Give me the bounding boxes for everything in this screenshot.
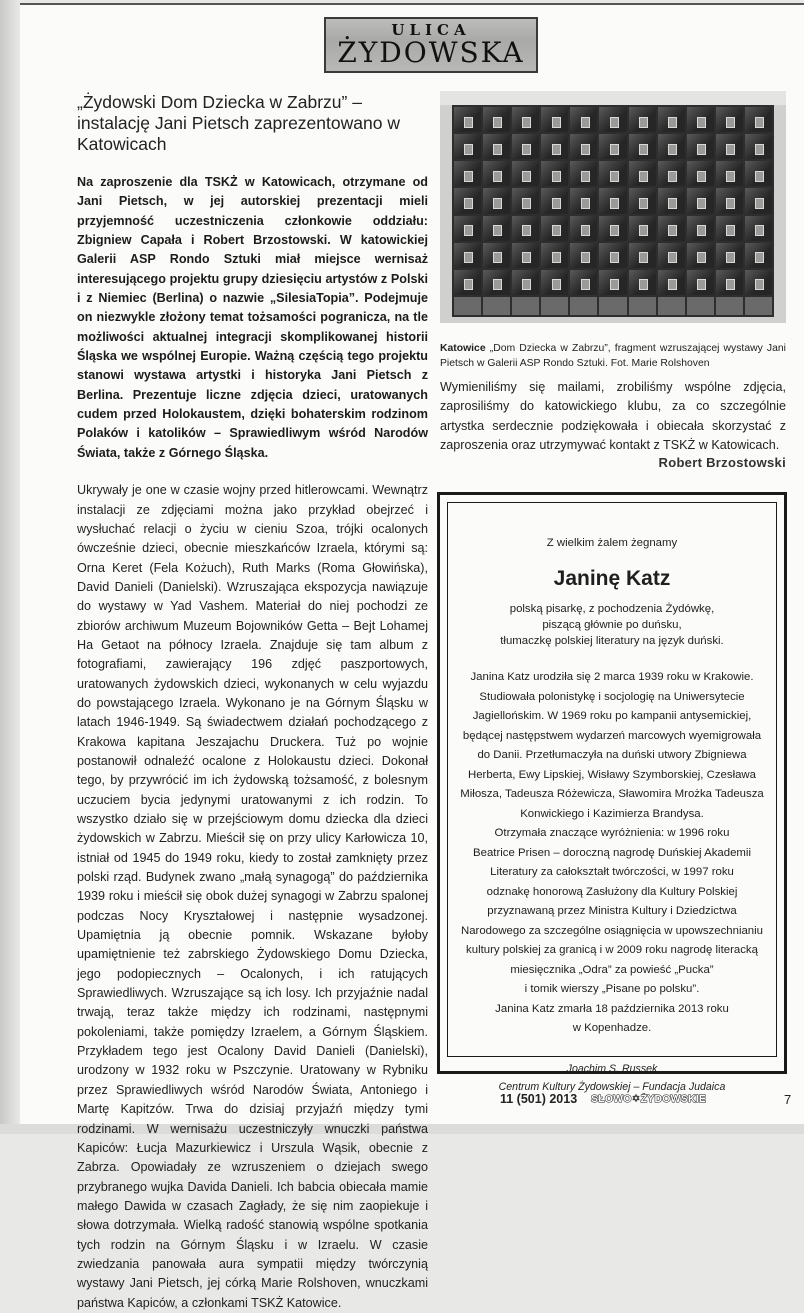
shelf-cell-photo [512,270,539,295]
section-header-street-sign [324,17,538,73]
obituary-description [448,601,776,649]
shelf-cell-photo [687,107,714,132]
shelf-base [541,297,568,315]
article-lead: Na zaproszenie dla TSKŻ w Katowicach, otrzymane od Jani Pietsch, w jej autorskiej prezentacji mieli przyjemność uczestniczenia członkowie oddziału: Zbigniew Capała i Robert Brzostowski. W katowickiej Galerii ASP Rondo Sztuki miał miejsce wernisaż interesującego projektu grupy dziesięciu artystów z Polski i z Niemiec (Berlina) o nazwie „SilesiaTopia”. Podejmuje on niezwykle złożony temat tożsamości pogranicza, na tle możliwości aktualnej integracji skomplikowanej historii Śląska we wspólnej Europie. Ważną częścią tego projektu stanowi wystawa artystki i historyka Jani Pietsch z Berlina. Prezentuje liczne zdjęcia dzieci, uratowanych cudem przed Holokaustem, dzięki bohaterskim rodzinom Polaków i katolików – Sprawiedliwym wśród Narodów Świata, także z Górnego Śląska. [77,175,428,460]
photo-caption [440,342,786,371]
shelf-cell-photo [658,243,685,268]
shelf-cell-photo [483,216,510,241]
shelf-cell-photo [629,107,656,132]
obituary-intro: Z wielkim żalem żegnamy [546,537,678,549]
shelf-cell-photo [599,161,626,186]
shelf-cell-photo [512,243,539,268]
shelf-base [512,297,539,315]
shelf-cell-photo [570,188,597,213]
shelf-base [716,297,743,315]
bio-line: odznakę honorową Zasłużony dla Kultury Polskiej [486,885,738,898]
caption-location: Katowice [440,343,486,354]
obituary-desc-line: polską pisarkę, z pochodzenia Żydówkę, [509,603,715,616]
shelf-cell-photo [658,134,685,159]
shelf-cell-photo [658,107,685,132]
shelf-cell-photo [570,107,597,132]
bio-line: Otrzymała znaczące wyróżnienia: w 1996 roku [494,827,730,840]
shelf-base [599,297,626,315]
bio-line: Miłosza, Tadeusza Różewicza, Sławomira Mrożka Tadeusza [460,788,764,801]
sign-line-2: ŻYDOWSKA [337,36,525,69]
shelf-cell-photo [483,161,510,186]
shelf-cell-photo [570,243,597,268]
magazine-logo [591,1093,706,1105]
shelf-cell-photo [658,188,685,213]
shelf-cell-photo [658,161,685,186]
shelf-cell-photo [570,134,597,159]
shelf-cell-photo [541,134,568,159]
bio-line: Studiowała polonistykę i socjologię na Uniwersytecie [479,690,745,703]
shelf-cell-photo [716,107,743,132]
shelf-cell-photo [454,243,481,268]
article-left-column [77,92,428,1313]
bio-line: Jagiellońskim. W 1969 roku po kampanii antysemickiej, [472,710,752,723]
photo-shelf-installation [452,105,774,317]
bio-line: kultury polskiej za granicą i w 2009 roku nagrodę literacką [466,944,758,957]
shelf-cell-photo [599,243,626,268]
bio-line: miesięcznika „Odra” za powieść „Pucka” [510,963,714,976]
exhibition-photo [440,91,786,323]
shelf-cell-photo [454,161,481,186]
shelf-base [687,297,714,315]
star-of-david-icon: ✡ [631,1093,641,1105]
bio-line: i tomik wierszy „Pisane po polsku”. [524,983,700,996]
shelf-base [570,297,597,315]
shelf-cell-photo [483,134,510,159]
shelf-cell-photo [716,270,743,295]
shelf-cell-photo [454,216,481,241]
shelf-cell-photo [512,188,539,213]
shelf-cell-photo [570,161,597,186]
bio-line: przyznawaną przez Ministra Kultury i Dziedzictwa [487,905,737,918]
photo-wall [440,91,786,105]
shelf-cell-photo [512,216,539,241]
obituary-inner-frame [447,502,777,1093]
shelf-cell-photo [629,216,656,241]
shelf-cell-photo [541,243,568,268]
shelf-cell-photo [599,107,626,132]
shelf-cell-photo [541,188,568,213]
shelf-cell-photo [687,216,714,241]
shelf-cell-photo [716,161,743,186]
caption-text: „Dom Dziecka w Zabrzu”, fragment wzruszającej wystawy Jani Pietsch w Galerii ASP Rondo Sztuki. Fot. Marie Rolshoven [440,343,786,369]
shelf-cell-photo [687,161,714,186]
bio-line: Literatury za całokształt twórczości, w 1997 roku [490,866,734,879]
obituary-biography [448,668,776,1039]
shelf-base [745,297,772,315]
shelf-cell-photo [687,270,714,295]
shelf-cell-photo [512,161,539,186]
shelf-cell-photo [599,270,626,295]
shelf-base [629,297,656,315]
bio-line: Narodowego za szczególne osiągnięcia w upowszechnianiu [460,924,764,937]
article-continuation: Wymieniliśmy się mailami, zrobiliśmy wspólne zdjęcia, zaprosiliśmy do katowickiego klubu, za co szczególnie artystka serdecznie podziękowała i obiecała skorzystać z zaproszenia oraz utrzymywać kontakt z TSKŻ w Katowicach. [440,380,786,453]
shelf-cell-photo [629,161,656,186]
shelf-cell-photo [629,270,656,295]
logo-text-left: SŁOWO [591,1093,632,1105]
shelf-cell-photo [658,216,685,241]
bio-line: będącej następstwem wydarzeń marcowych wyemigrowała [462,729,762,742]
shelf-cell-photo [745,161,772,186]
shelf-cell-photo [745,216,772,241]
shelf-cell-photo [716,134,743,159]
shelf-cell-photo [716,243,743,268]
bio-line: Janina Katz zmarła 18 października 2013 roku [495,1002,729,1015]
shelf-cell-photo [454,270,481,295]
logo-text-right: ŻYDOWSKIE [640,1093,707,1105]
page-gutter-shadow [0,0,20,1134]
shelf-cell-photo [541,270,568,295]
shelf-cell-photo [687,188,714,213]
shelf-cell-photo [599,188,626,213]
shelf-cell-photo [541,216,568,241]
obituary-desc-line: piszącą głównie po duńsku, [542,619,682,632]
obituary-name: Janinę Katz [553,567,671,591]
shelf-cell-photo [629,134,656,159]
bio-line: do Danii. Przetłumaczyła na duński utwory Zbigniewa [477,749,747,762]
obituary-desc-line: tłumaczkę polskiej literatury na język duński. [500,635,724,648]
obituary-box [437,492,787,1093]
shelf-cell-photo [483,243,510,268]
article-author: Robert Brzostowski [658,455,786,470]
shelf-cell-photo [483,270,510,295]
shelf-cell-photo [687,134,714,159]
shelf-base [658,297,685,315]
shelf-cell-photo [512,134,539,159]
bio-line: Beatrice Prisen – doroczną nagrodę Duńskiej Akademii [473,846,751,859]
shelf-cell-photo [745,107,772,132]
obituary-signature [448,1060,776,1096]
issue-number: 11 (501) 2013 [500,1092,578,1106]
shelf-cell-photo [454,134,481,159]
shelf-cell-photo [716,216,743,241]
shelf-cell-photo [541,161,568,186]
shelf-cell-photo [716,188,743,213]
page-number: 7 [784,1092,792,1107]
shelf-cell-photo [483,107,510,132]
article-body: Ukrywały je one w czasie wojny przed hitlerowcami. Wewnątrz instalacji ze zdjęciami można jako przykład obejrzeć i wysłuchać relacji o życiu w cieniu Szoa, trójki ocalonych ówcześnie dzieci, obecnie mieszkańców Izraela, którymi są: Orna Keret (Fela Kożuch), Ruth Marks (Roma Głowińska), David Danieli (Danielski). Wzruszająca ekspozycja nawiązuje do wystawy w Yad Vashem. Materiał do niej pochodzi ze zbiorów archiwum Muzeum Bojowników Getta – Bejt Lohamej Ha Getaot na północy Izraela. Znajduje się tam album z fotografiami, zawierający 196 zdjęć paszportowych, uratowanych żydowskich dzieci, wykonanych w celu wyjazdu do powstającego Izraela. Wykonano je na Górnym Śląsku w latach 1946-1949. Są świadectwem działań pochodzącego z Krakowa kapitana Jeszajachu Druckera. Tuż po wojnie postanowił odnaleźć ocalone z Holokaustu dzieci. Dokonał tego, by przywrócić im ich żydowską tożsamość, z bolesnym uczuciem bycia jedynymi uratowanymi z ich rodzin. To wszystko działo się w przejściowym domu dziecka dla dzieci żydowskich w Zabrzu. Mieścił się on przy ulicy Karłowicza 10, istniał od 1945 do 1949 roku, kiedy to został zamknięty przez polski rząd. Budynek zwano „małą synagogą” do października 1939 roku i mieścił się obok dużej synagogi w Zabrzu spalonej podczas Nocy Kryształowej i następnie wysadzonej. Upamiętnia ją obecnie pomnik. Wskazane byłoby upamiętnienie też zabrskiego Żydowskiego Domu Dziecka, jego podopiecznych – Ocalonych, i ich ratujących Sprawiedliwych. Wzruszające są ich losy. Ich przyjaźnie nadal trwają, teraz także między ich rodzinami, następnymi pokoleniami, także pomiędzy Izraelem, a Górnym Śląskiem. Przykładem tego jest Ocalony David Danieli (Danielski), urodzony w 1932 roku w Pszczynie. Uratowany w Rybniku przez Sprawiedliwych wśród Narodów Świata, Antoniego i Martę Kapitzów. Trwa do dzisiaj przyjaźń między tymi rodzinami. W wernisażu uczestniczyły wnuczki państwa Kapiców: Łucja Mazurkiewicz i Urszula Wąsik, obecnie z Zabrza. Opowiadały ze wzruszeniem o dziejach swego przybranego wujka Davida Danieli. Ich babcia obiecała mamie małego Dawida w czasach Zagłady, że się nim zaopiekuje i słowa dotrzymała. Wielką radość stanowią wspólne spotkania tych rodzin na Górnym Śląsku i w Izraelu. W czasie zwiedzania panowała aura sympatii między twórczynią wystawy Jani Pietsch, jej córką Marie Rolshoven, wnuczkami państwa Kapiców, a członkami TSKŻ Katowice. [77,483,428,1310]
shelf-cell-photo [745,134,772,159]
shelf-cell-photo [745,243,772,268]
bio-line: Herberta, Ewy Lipskiej, Wisławy Szymborskiej, Czesława [467,768,756,781]
shelf-base [454,297,481,315]
sign-line-1: ULICA [391,21,471,39]
shelf-cell-photo [570,270,597,295]
shelf-cell-photo [512,107,539,132]
shelf-cell-photo [629,243,656,268]
shelf-cell-photo [629,188,656,213]
shelf-cell-photo [599,134,626,159]
bio-line: Konwickiego i Kazimierza Brandysa. [520,807,704,820]
signature-organization: Centrum Kultury Żydowskiej – Fundacja Judaica [498,1080,726,1093]
shelf-cell-photo [745,270,772,295]
shelf-cell-photo [454,188,481,213]
shelf-cell-photo [745,188,772,213]
shelf-cell-photo [687,243,714,268]
shelf-base [483,297,510,315]
bio-line: w Kopenhadze. [572,1022,652,1035]
shelf-cell-photo [570,216,597,241]
signature-name: Joachim S. Russek [566,1062,658,1075]
shelf-cell-photo [541,107,568,132]
shelf-cell-photo [454,107,481,132]
shelf-cell-photo [483,188,510,213]
article-title: „Żydowski Dom Dziecka w Zabrzu” – instalację Jani Pietsch zaprezentowano w Katowicach [77,92,400,154]
shelf-cell-photo [658,270,685,295]
shelf-cell-photo [599,216,626,241]
bio-line: Janina Katz urodziła się 2 marca 1939 roku w Krakowie. [470,671,754,684]
